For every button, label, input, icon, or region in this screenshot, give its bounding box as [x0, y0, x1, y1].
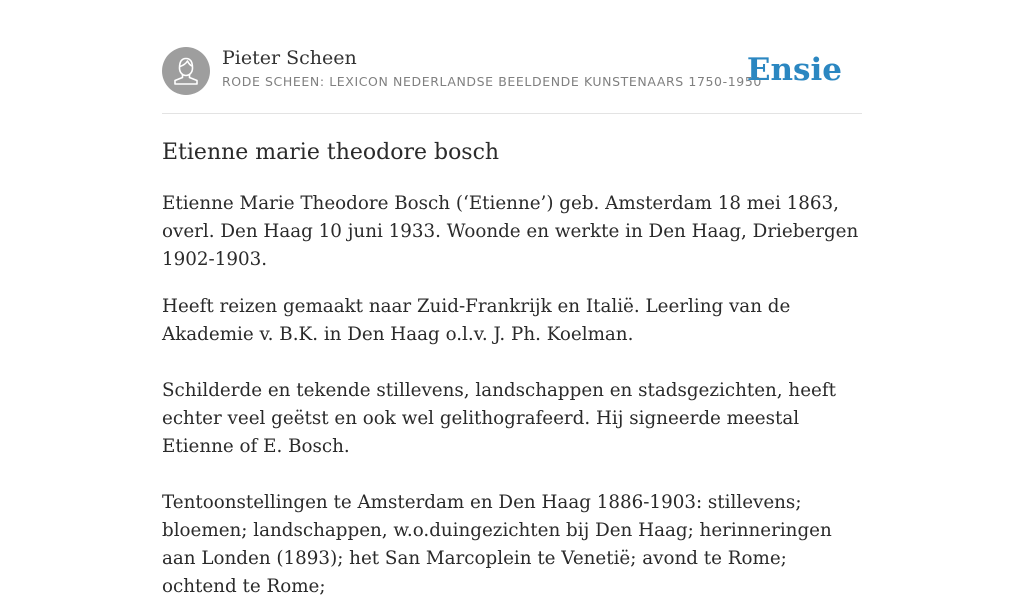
user-avatar-icon	[162, 47, 210, 95]
author-avatar[interactable]	[162, 47, 210, 95]
article-body	[162, 190, 866, 601]
paragraph-break	[162, 461, 866, 489]
article-paragraph: Heeft reizen gemaakt naar Zuid-Frankrijk en Italië. Leerling van de Akademie v. B.K. in Den Haag o.l.v. J. Ph. Koelman.	[162, 296, 791, 345]
article-title: Etienne marie theodore bosch	[162, 140, 500, 165]
article-paragraph: Etienne Marie Theodore Bosch (‘Etienne’) geb. Amsterdam 18 mei 1863, overl. Den Haag 10 juni 1933. Woonde en werkte in Den Haag, Driebergen 1902-1903.	[162, 193, 859, 270]
ensie-logo[interactable]: Ensie	[746, 52, 842, 88]
article-page	[162, 0, 862, 597]
article-paragraph: Tentoonstellingen te Amsterdam en Den Haag 1886-1903: stillevens; bloemen; landschappen, w.o.duingezichten bij Den Haag; herinneringen aan Londen (1893); het San Marcoplein te Venetië; avond te Rome; ochtend te Rome;	[162, 492, 832, 597]
paragraph-break	[162, 349, 866, 377]
article-header	[162, 46, 862, 96]
article-paragraph: Schilderde en tekende stillevens, landschappen en stadsgezichten, heeft echter veel geëtst en ook wel gelithografeerd. Hij signeerde meestal Etienne of E. Bosch.	[162, 380, 836, 457]
source-lexicon[interactable]: RODE SCHEEN: LEXICON NEDERLANDSE BEELDENDE KUNSTENAARS 1750-1950	[222, 74, 762, 89]
header-divider	[162, 113, 862, 114]
author-name[interactable]: Pieter Scheen	[222, 47, 357, 69]
